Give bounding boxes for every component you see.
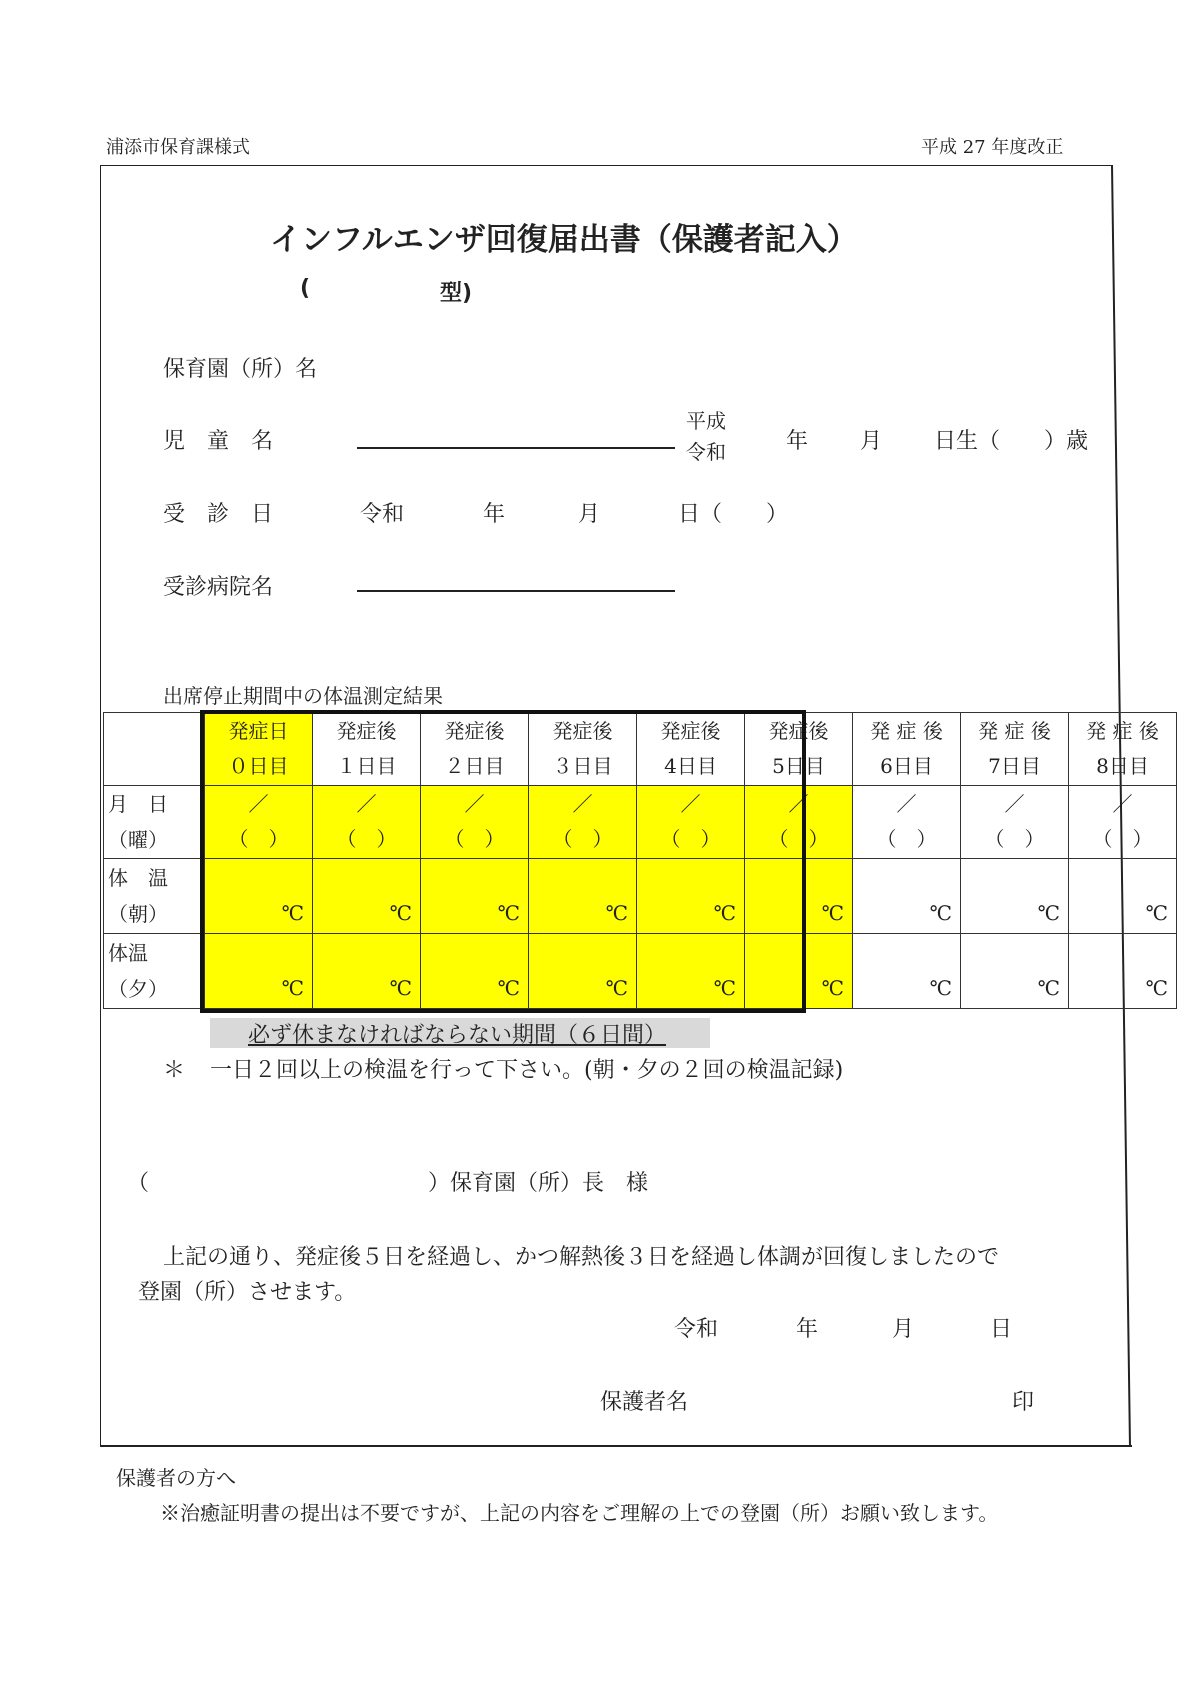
statement-line-1: 上記の通り、発症後５日を経過し、かつ解熱後３日を経過し体調が回復しましたので xyxy=(163,1245,1000,1270)
subtitle-open: ( xyxy=(300,276,311,301)
evening-row-label: 体温 （夕） xyxy=(104,934,205,1009)
morning-temp-cell[interactable]: ℃ xyxy=(1069,859,1177,934)
morning-temp-cell[interactable]: ℃ xyxy=(421,859,529,934)
date-row xyxy=(104,786,1177,859)
date-row-label: 月 日 （曜） xyxy=(104,786,205,859)
evening-temp-cell[interactable]: ℃ xyxy=(205,934,313,1009)
influenza-type-label: 型) xyxy=(440,281,473,306)
date-cell[interactable]: ／ （ ） xyxy=(637,786,745,859)
evening-temp-cell[interactable]: ℃ xyxy=(745,934,853,1009)
corner-cell xyxy=(104,713,205,786)
header-day-7: 発 症 後 7日目 xyxy=(961,713,1069,786)
visit-month: 月 xyxy=(578,502,601,527)
hospital-line[interactable] xyxy=(357,590,675,592)
table-caption: 出席停止期間中の体温測定結果 xyxy=(163,684,443,708)
header-day-2: 発症後 ２日目 xyxy=(421,713,529,786)
nursery-name-label: 保育園（所）名 xyxy=(163,357,318,382)
evening-temp-row xyxy=(104,934,1177,1009)
statement-line-2: 登園（所）させます。 xyxy=(138,1280,357,1305)
child-name-line[interactable] xyxy=(357,447,675,449)
dob-day-age: 日生（ ）歳 xyxy=(934,429,1089,454)
seal-mark: 印 xyxy=(1012,1390,1035,1415)
morning-row-label: 体 温 （朝） xyxy=(104,859,205,934)
evening-temp-cell[interactable]: ℃ xyxy=(529,934,637,1009)
date-cell[interactable]: ／ （ ） xyxy=(745,786,853,859)
sign-date-month: 月 xyxy=(892,1317,915,1342)
footer-heading: 保護者の方へ xyxy=(116,1466,236,1490)
morning-temp-row xyxy=(104,859,1177,934)
evening-temp-cell[interactable]: ℃ xyxy=(1069,934,1177,1009)
mandatory-period-note: 必ず休まなければならない期間（６日間） xyxy=(248,1023,667,1048)
form-code: 浦添市保育課様式 xyxy=(106,137,250,158)
header-day-8: 発 症 後 8日目 xyxy=(1069,713,1177,786)
date-cell[interactable]: ／ （ ） xyxy=(1069,786,1177,859)
visit-year: 年 xyxy=(483,502,506,527)
morning-temp-cell[interactable]: ℃ xyxy=(961,859,1069,934)
date-cell[interactable]: ／ （ ） xyxy=(205,786,313,859)
hospital-label: 受診病院名 xyxy=(163,575,274,600)
morning-temp-cell[interactable]: ℃ xyxy=(637,859,745,934)
revision-note: 平成 27 年度改正 xyxy=(921,137,1064,158)
morning-temp-cell[interactable]: ℃ xyxy=(745,859,853,934)
dob-year: 年 xyxy=(786,429,809,454)
header-day-3: 発症後 ３日目 xyxy=(529,713,637,786)
header-day-6: 発 症 後 6日目 xyxy=(853,713,961,786)
sign-date-year: 年 xyxy=(796,1317,819,1342)
header-day-4: 発症後 4日目 xyxy=(637,713,745,786)
visit-era: 令和 xyxy=(360,502,405,527)
date-cell[interactable]: ／ （ ） xyxy=(961,786,1069,859)
visit-date-label: 受 診 日 xyxy=(163,502,274,527)
date-cell[interactable]: ／ （ ） xyxy=(313,786,421,859)
dob-month: 月 xyxy=(860,429,883,454)
sign-date-era: 令和 xyxy=(674,1317,719,1342)
morning-temp-cell[interactable]: ℃ xyxy=(313,859,421,934)
date-cell[interactable]: ／ （ ） xyxy=(421,786,529,859)
temperature-table xyxy=(103,712,1177,1009)
evening-temp-cell[interactable]: ℃ xyxy=(313,934,421,1009)
date-cell[interactable]: ／ （ ） xyxy=(853,786,961,859)
address-open: （ xyxy=(127,1171,150,1196)
date-cell[interactable]: ／ （ ） xyxy=(529,786,637,859)
table-header-row xyxy=(104,713,1177,786)
header-day-5: 発症後 5日目 xyxy=(745,713,853,786)
evening-temp-cell[interactable]: ℃ xyxy=(637,934,745,1009)
child-name-label: 児 童 名 xyxy=(163,429,274,454)
morning-temp-cell[interactable]: ℃ xyxy=(529,859,637,934)
morning-temp-cell[interactable]: ℃ xyxy=(853,859,961,934)
evening-temp-cell[interactable]: ℃ xyxy=(853,934,961,1009)
era-reiwa: 令和 xyxy=(686,440,726,464)
era-heisei: 平成 xyxy=(686,409,726,433)
form-title: インフルエンザ回復届出書（保護者記入） xyxy=(270,222,858,258)
guardian-name-label: 保護者名 xyxy=(600,1390,689,1415)
footer-note: ※治癒証明書の提出は不要ですが、上記の内容をご理解の上での登園（所）お願い致します。 xyxy=(160,1501,999,1525)
instruction-note: 一日２回以上の検温を行って下さい。(朝・夕の２回の検温記録) xyxy=(210,1058,844,1083)
asterisk-mark: ＊ xyxy=(163,1058,186,1083)
sign-date-day: 日 xyxy=(990,1317,1013,1342)
header-day-1: 発症後 １日目 xyxy=(313,713,421,786)
evening-temp-cell[interactable]: ℃ xyxy=(961,934,1069,1009)
header-day-0: 発症日 ０日目 xyxy=(205,713,313,786)
evening-temp-cell[interactable]: ℃ xyxy=(421,934,529,1009)
visit-day: 日（ ） xyxy=(678,502,789,527)
address-director: ）保育園（所）長 様 xyxy=(428,1171,649,1196)
morning-temp-cell[interactable]: ℃ xyxy=(205,859,313,934)
